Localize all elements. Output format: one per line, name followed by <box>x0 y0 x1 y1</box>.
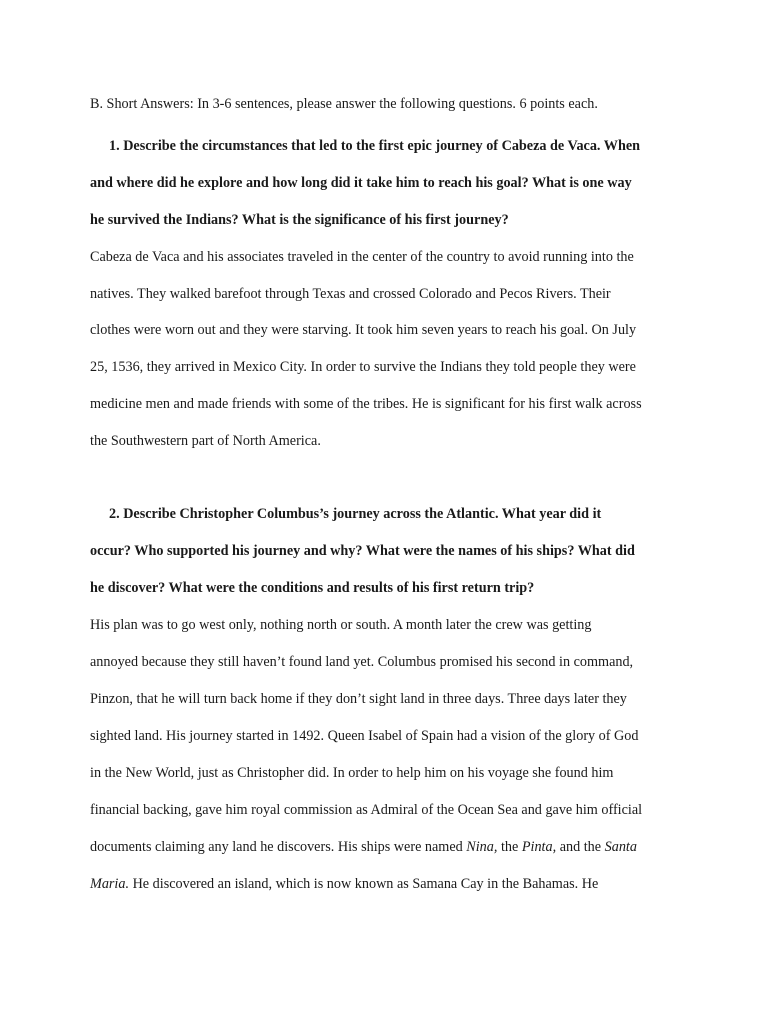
answer-2-line-1: His plan was to go west only, nothing north or south. A month later the crew was getting <box>90 617 592 633</box>
ship-name-santa-maria-part-1: Santa <box>604 839 637 855</box>
ships-line-connector-1: the <box>497 839 522 855</box>
answer-2-line-5: in the New World, just as Christopher did. In order to help him on his voyage she found him <box>90 765 614 781</box>
ship-name-pinta: Pinta, <box>521 839 557 855</box>
question-2-line-1: 2. Describe Christopher Columbus’s journey across the Atlantic. What year did it <box>109 506 602 522</box>
question-1-line-2: and where did he explore and how long did it take him to reach his goal? What is one way <box>90 175 632 191</box>
answer-1-line-4: 25, 1536, they arrived in Mexico City. In order to survive the Indians they told people they were <box>90 359 636 375</box>
answer-1-line-5: medicine men and made friends with some of the tribes. He is significant for his first walk across <box>90 396 642 412</box>
ship-name-nina: Nina, <box>466 839 498 855</box>
answer-1-line-3: clothes were worn out and they were starving. It took him seven years to reach his goal. On July <box>90 322 637 338</box>
question-1-line-3: he survived the Indians? What is the significance of his first journey? <box>90 212 509 228</box>
answer-2-ships-line <box>90 838 637 856</box>
answer-1-line-1: Cabeza de Vaca and his associates traveled in the center of the country to avoid running into the <box>90 249 634 265</box>
last-line-rest: He discovered an island, which is now known as Samana Cay in the Bahamas. He <box>129 876 599 892</box>
answer-2-line-3: Pinzon, that he will turn back home if they don’t sight land in three days. Three days later they <box>90 691 627 707</box>
question-1-line-1: 1. Describe the circumstances that led to the first epic journey of Cabeza de Vaca. When <box>109 138 641 154</box>
question-2-line-3: he discover? What were the conditions and results of his first return trip? <box>90 580 535 596</box>
ships-line-lead: documents claiming any land he discovers. His ships were named <box>90 839 467 855</box>
question-2-line-2: occur? Who supported his journey and why? What were the names of his ships? What did <box>90 543 635 559</box>
answer-2-line-2: annoyed because they still haven’t found land yet. Columbus promised his second in command, <box>90 654 634 670</box>
answer-1-line-2: natives. They walked barefoot through Texas and crossed Colorado and Pecos Rivers. Their <box>90 286 611 302</box>
answer-2-line-4: sighted land. His journey started in 1492. Queen Isabel of Spain had a vision of the glory of God <box>90 728 639 744</box>
ships-line-connector-2: and the <box>556 839 605 855</box>
ship-name-santa-maria-part-2: Maria. <box>90 876 130 892</box>
section-heading: B. Short Answers: In 3-6 sentences, please answer the following questions. 6 points each. <box>90 96 598 112</box>
answer-2-last-line <box>90 875 598 893</box>
answer-1-line-6: the Southwestern part of North America. <box>90 433 321 449</box>
answer-2-line-6: financial backing, gave him royal commission as Admiral of the Ocean Sea and gave him official <box>90 802 643 818</box>
